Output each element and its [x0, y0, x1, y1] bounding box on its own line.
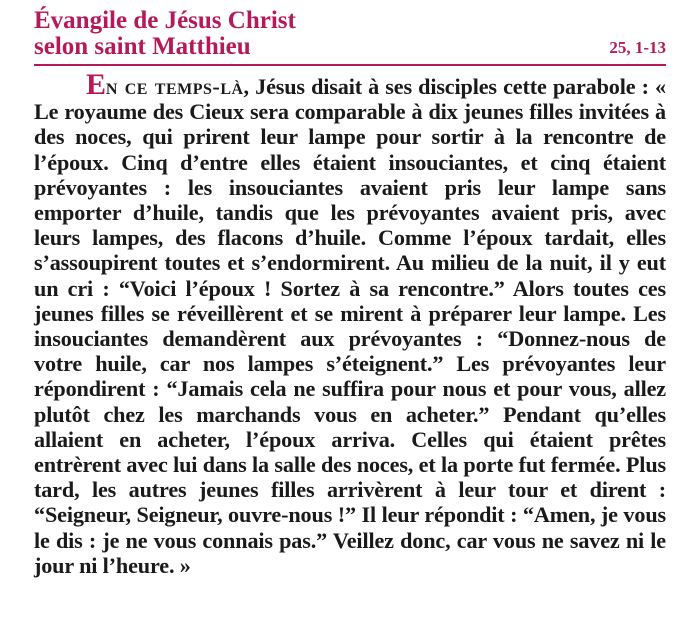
scripture-reference: 25, 1-13 [609, 38, 666, 57]
opening-small-caps: n ce temps-là [105, 74, 244, 99]
drop-initial: E [86, 68, 106, 101]
gospel-body: , Jésus disait à ses disciples cette parabole : « Le royaume des Cieux sera comparable à dix jeunes filles invitées à des noces, qui prirent leur lampe pour sortir à la rencontre de l’époux. Cinq d’entre elles étaient insouciantes, et cinq étaient prévoyantes : les insouciantes avaient pris leur lampe sans emporter d’huile, tandis que les prévoyantes avaient pris, avec leurs lampes, des flacons d’huile. Comme l’époux tardait, elles s’assoupirent toutes et s’endormirent. Au milieu de la nuit, il y eut un cri : “Voici l’époux ! Sortez à sa rencontre.” Alors toutes ces jeunes filles se réveillèrent et se mirent à préparer leur lampe. Les insouciantes demandèrent aux prévoyantes : “Donnez-nous de votre huile, car nos lampes s’éteignent.” Les prévoyantes leur répondirent : “Jamais cela ne suffira pour nous et pour vous, allez plutôt chez les marchands vous en acheter.” Pendant qu’elles allaient en acheter, l’époux arriva. Celles qui étaient prêtes entrèrent avec lui dans la salle des noces, et la porte fut fermée. Plus tard, les autres jeunes filles arrivèrent à leur tour et dirent : “Seigneur, Seigneur, ouvre-nous !” Il leur répondit : “Amen, je vous le dis : je ne vous connais pas.” Veillez donc, car vous ne savez ni le jour ni l’heure. » [34, 74, 666, 578]
gospel-title-line1: Évangile de Jésus Christ [34, 7, 296, 34]
header-divider [34, 64, 666, 66]
gospel-title-line2: selon saint Matthieu [34, 33, 251, 60]
gospel-page [34, 8, 666, 578]
gospel-text [34, 68, 666, 578]
gospel-header [34, 8, 666, 60]
